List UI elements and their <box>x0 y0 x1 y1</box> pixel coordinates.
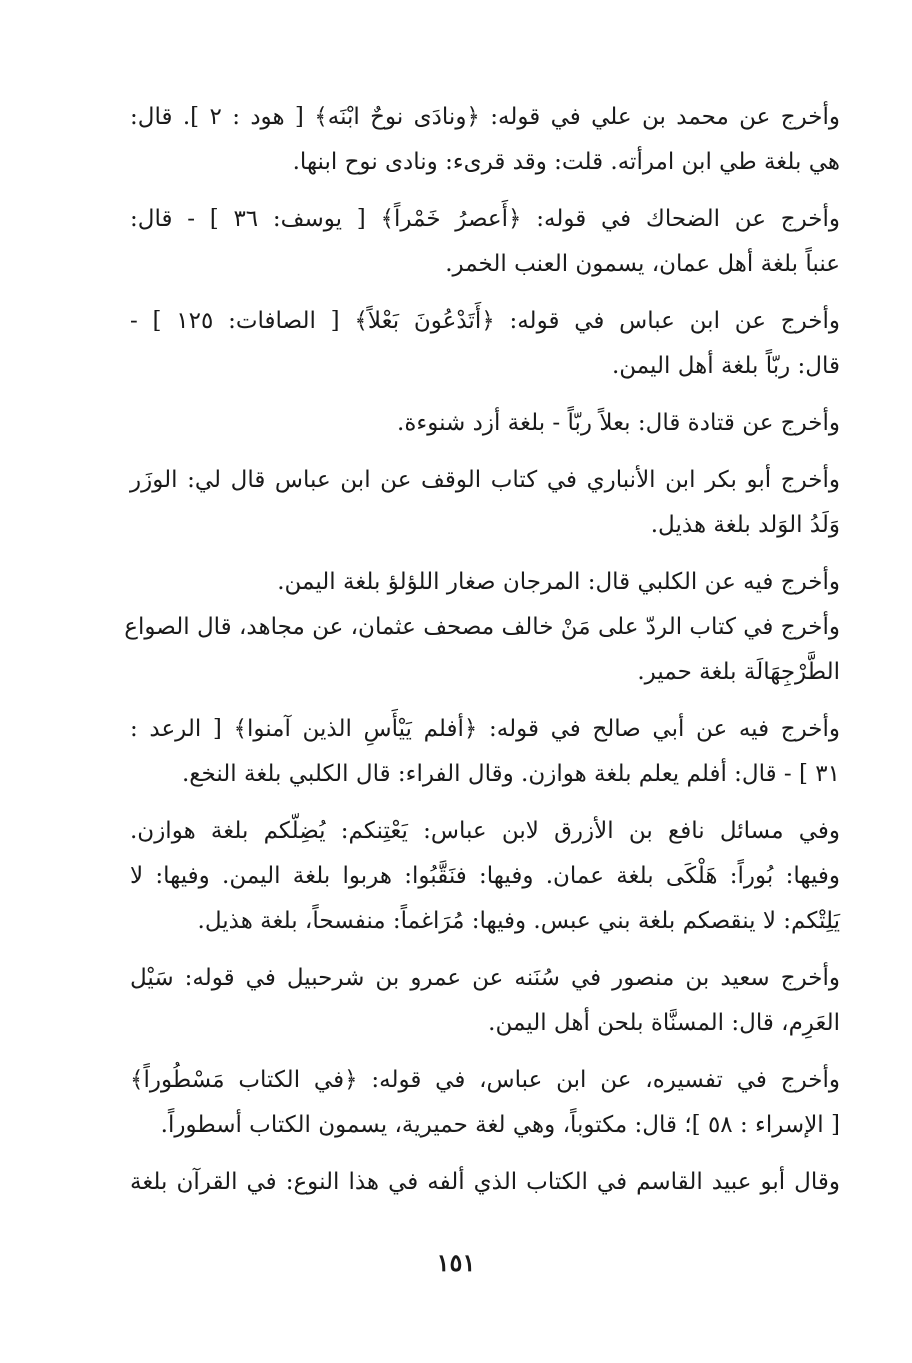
text-line: [ الإسراء : ٥٨ ]؛ قال: مكتوباً، وهي لغة حميرية، يسمون الكتاب أسطوراً. <box>160 1112 840 1138</box>
text-line: وأخرج في كتاب الردّ على مَنْ خالف مصحف عثمان، عن مجاهد، قال الصواع <box>124 614 840 640</box>
text-line: الطَّرْجِهَالَة بلغة حمير. <box>637 659 840 685</box>
text-line: هي بلغة طي ابن امرأته. قلت: وقد قرىء: ونادى نوح ابنها. <box>292 149 840 175</box>
text-line: وفيها: بُوراً: هَلْكَى بلغة عمان. وفيها: فنَقَّبُوا: هربوا بلغة اليمن. وفيها: لا <box>130 863 840 889</box>
text-line: العَرِم، قال: المسنَّاة بلحن أهل اليمن. <box>488 1010 840 1036</box>
paragraph <box>130 299 840 389</box>
paragraph <box>130 956 840 1046</box>
paragraph <box>130 1160 840 1205</box>
text-line: يَلِتْكم: لا ينقصكم بلغة بني عبس. وفيها: مُرَاغماً: منفسحاً، بلغة هذيل. <box>197 908 840 934</box>
text-line: عنباً بلغة أهل عمان، يسمون العنب الخمر. <box>445 251 840 277</box>
text-line: وَلَدُ الوَلد بلغة هذيل. <box>650 512 840 538</box>
text-line: وأخرج عن الضحاك في قوله: ﴿أَعصرُ خَمْراً﴾ [ يوسف: ٣٦ ] - قال: <box>130 206 840 232</box>
paragraph <box>130 458 840 548</box>
text-line: وأخرج فيه عن أبي صالح في قوله: ﴿أفلم يَيْأَسِ الذين آمنوا﴾ [ الرعد : <box>130 716 840 742</box>
paragraph <box>130 401 840 446</box>
text-line: وأخرج أبو بكر ابن الأنباري في كتاب الوقف عن ابن عباس قال لي: الوزَر <box>130 467 840 493</box>
text-line: ٣١ ] - قال: أفلم يعلم بلغة هوازن. وقال الفراء: قال الكلبي بلغة النخع. <box>181 761 840 787</box>
paragraph <box>130 95 840 185</box>
text-line: قال: ربّاً بلغة أهل اليمن. <box>611 353 840 379</box>
text-line: وقال أبو عبيد القاسم في الكتاب الذي ألفه في هذا النوع: في القرآن بلغة <box>130 1169 840 1195</box>
page-text <box>124 95 840 1217</box>
text-line: وأخرج سعيد بن منصور في سُنَنه عن عمرو بن شرحبيل في قوله: سَيْل <box>130 965 840 991</box>
paragraph <box>124 560 840 695</box>
paragraph <box>130 809 840 944</box>
page-number: ١٥١ <box>436 1248 476 1277</box>
text-line: وأخرج فيه عن الكلبي قال: المرجان صغار اللؤلؤ بلغة اليمن. <box>277 569 840 595</box>
text-line: وأخرج عن محمد بن علي في قوله: ﴿ونادَى نوحٌ ابْنَه﴾ [ هود : ٢ ]. قال: <box>130 104 840 130</box>
text-line: وأخرج في تفسيره، عن ابن عباس، في قوله: ﴿في الكتاب مَسْطُوراً﴾ <box>130 1067 840 1093</box>
paragraph <box>130 707 840 797</box>
text-line: وأخرج عن ابن عباس في قوله: ﴿أَتَدْعُونَ بَعْلاً﴾ [ الصافات: ١٢٥ ] - <box>130 308 840 334</box>
paragraph <box>130 1058 840 1148</box>
text-line: وأخرج عن قتادة قال: بعلاً ربّاً - بلغة أزد شنوءة. <box>397 410 840 436</box>
text-line: وفي مسائل نافع بن الأزرق لابن عباس: يَعْتِنكم: يُضِلّكم بلغة هوازن. <box>130 818 840 844</box>
paragraph <box>130 197 840 287</box>
